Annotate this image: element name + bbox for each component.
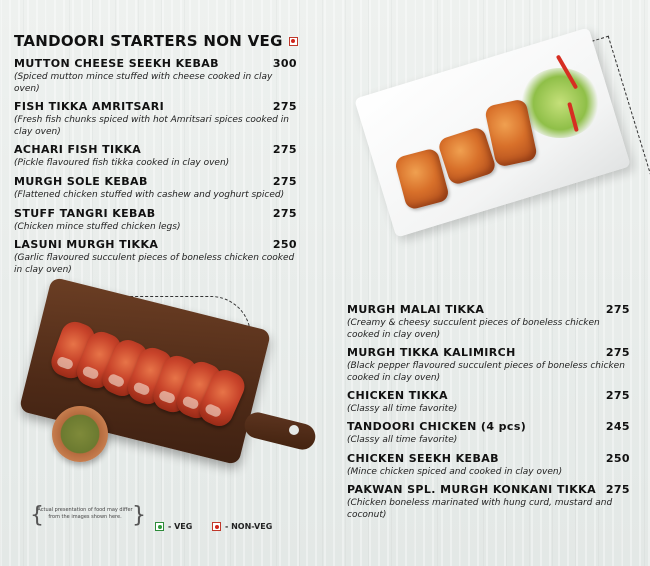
item-name: STUFF TANGRI KEBAB xyxy=(14,207,156,220)
item-name: MUTTON CHEESE SEEKH KEBAB xyxy=(14,57,219,70)
item-name: ACHARI FISH TIKKA xyxy=(14,143,142,156)
menu-item xyxy=(347,346,630,384)
item-name: CHICKEN TIKKA xyxy=(347,389,448,402)
item-price: 275 xyxy=(605,483,630,496)
menu-item xyxy=(347,303,630,341)
menu-item xyxy=(347,389,630,415)
menu-item xyxy=(14,175,297,201)
nonveg-symbol-icon xyxy=(212,522,221,531)
menu-item xyxy=(14,207,297,233)
item-description: (Mince chicken spiced and cooked in clay oven) xyxy=(347,467,563,477)
nonveg-legend xyxy=(212,522,272,531)
item-description: (Chicken mince stuffed chicken legs) xyxy=(14,222,181,232)
veg-legend xyxy=(155,522,192,531)
menu-item xyxy=(14,100,297,138)
nonveg-symbol-icon xyxy=(289,37,298,46)
item-description: (Pickle flavoured fish tikka cooked in clay oven) xyxy=(14,158,230,168)
item-price: 245 xyxy=(605,420,630,433)
item-description: (Flattened chicken stuffed with cashew and yoghurt spiced) xyxy=(14,190,285,200)
item-name: MURGH SOLE KEBAB xyxy=(14,175,148,188)
item-description: (Chicken boneless marinated with hung curd, mustard and coconut) xyxy=(347,498,613,520)
item-name: PAKWAN SPL. MURGH KONKANI TIKKA xyxy=(347,483,597,496)
veg-symbol-icon xyxy=(155,522,164,531)
section-title xyxy=(14,32,298,50)
item-price: 275 xyxy=(605,303,630,316)
item-name: MURGH MALAI TIKKA xyxy=(347,303,485,316)
board-handle-hole xyxy=(289,425,299,435)
menu-item xyxy=(347,483,630,521)
brace-right-icon: } xyxy=(132,503,146,528)
presentation-disclaimer: Actual presentation of food may differ from the images shown here. xyxy=(37,507,133,520)
veg-legend-label: - VEG xyxy=(168,522,193,531)
menu-item xyxy=(14,57,297,95)
salad-garnish xyxy=(520,68,600,138)
item-price: 275 xyxy=(272,143,297,156)
item-description: (Classy all time favorite) xyxy=(347,435,458,445)
item-description: (Fresh fish chunks spiced with hot Amritsari spices cooked in clay oven) xyxy=(14,115,289,137)
item-description: (Classy all time favorite) xyxy=(347,404,458,414)
item-description: (Spiced mutton mince stuffed with cheese cooked in clay oven) xyxy=(14,72,273,94)
item-price: 275 xyxy=(272,100,297,113)
nonveg-legend-label: - NON-VEG xyxy=(225,522,273,531)
item-price: 275 xyxy=(605,389,630,402)
item-price: 275 xyxy=(272,207,297,220)
item-name: FISH TIKKA AMRITSARI xyxy=(14,100,165,113)
item-name: CHICKEN SEEKH KEBAB xyxy=(347,452,499,465)
item-price: 275 xyxy=(605,346,630,359)
item-name: MURGH TIKKA KALIMIRCH xyxy=(347,346,516,359)
brace-left-icon: { xyxy=(30,503,44,528)
item-description: (Black pepper flavoured succulent pieces of boneless chicken cooked in clay oven) xyxy=(347,361,625,383)
item-price: 250 xyxy=(272,238,297,251)
menu-item xyxy=(14,143,297,169)
item-price: 300 xyxy=(272,57,297,70)
item-price: 275 xyxy=(272,175,297,188)
chutney-bowl xyxy=(52,406,108,462)
item-name: TANDOORI CHICKEN (4 pcs) xyxy=(347,420,527,433)
item-price: 250 xyxy=(605,452,630,465)
menu-item xyxy=(14,238,297,276)
item-name: LASUNI MURGH TIKKA xyxy=(14,238,159,251)
item-description: (Creamy & cheesy succulent pieces of boneless chicken cooked in clay oven) xyxy=(347,318,600,340)
menu-item xyxy=(347,452,630,478)
section-title-text: TANDOORI STARTERS NON VEG xyxy=(14,32,283,50)
board-handle xyxy=(242,410,318,453)
menu-item xyxy=(347,420,630,446)
item-description: (Garlic flavoured succulent pieces of boneless chicken cooked in clay oven) xyxy=(14,253,295,275)
